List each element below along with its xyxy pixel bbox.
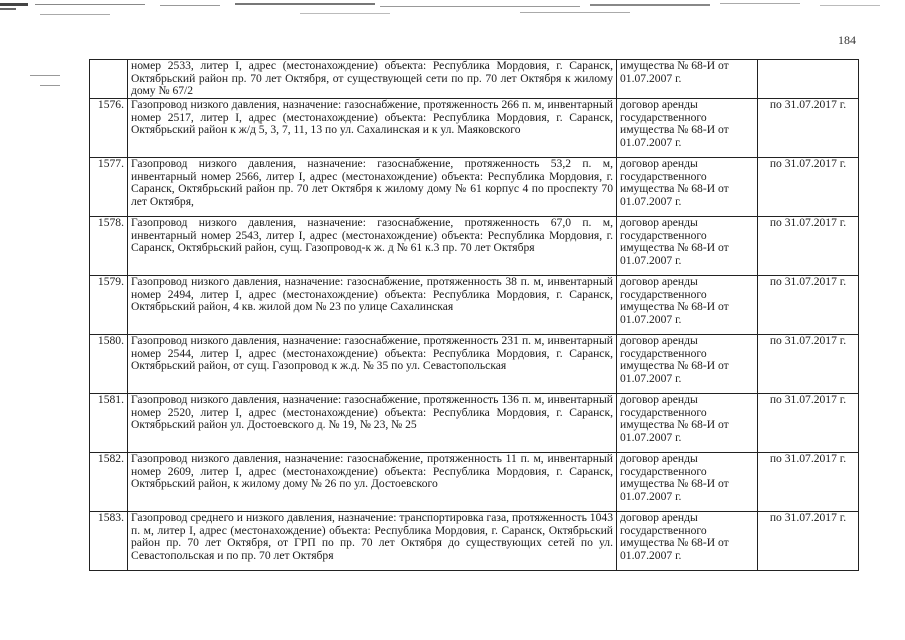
table-row xyxy=(90,512,859,571)
row-number: 1578. xyxy=(90,217,128,276)
scan-artifacts xyxy=(0,0,905,40)
lease-basis: договор аренды государственного имущества № 68-И от 01.07.2007 г. xyxy=(617,512,758,571)
table-row xyxy=(90,217,859,276)
row-number: 1576. xyxy=(90,99,128,158)
property-registry-table xyxy=(89,59,859,571)
lease-term: по 31.07.2017 г. xyxy=(758,453,859,512)
lease-basis: договор аренды государственного имущества № 68-И от 01.07.2007 г. xyxy=(617,335,758,394)
row-number xyxy=(90,60,128,99)
object-description: Газопровод низкого давления, назначение: газоснабжение, протяженность 38 п. м, инвентарный номер 2494, литер I, адрес (местонахождение) объекта: Республика Мордовия, г. Саранск, Октябрьский район, 4 кв. жилой дом № 23 по улице Сахалинская xyxy=(128,276,617,335)
row-number: 1577. xyxy=(90,158,128,217)
table-row xyxy=(90,335,859,394)
object-description: Газопровод низкого давления, назначение: газоснабжение, протяженность 53,2 п. м, инвентарный номер 2566, литер I, адрес (местонахождение) объекта: Республика Мордовия, г. Саранск, Октябрьский район пр. 70 лет Октября к жилому дому № 61 корпус 4 по проспекту 70 лет Октября, xyxy=(128,158,617,217)
lease-basis: договор аренды государственного имущества № 68-И от 01.07.2007 г. xyxy=(617,217,758,276)
lease-basis: имущества № 68-И от 01.07.2007 г. xyxy=(617,60,758,99)
table-row xyxy=(90,60,859,99)
row-number: 1581. xyxy=(90,394,128,453)
scan-mark xyxy=(30,75,60,76)
object-description: Газопровод низкого давления, назначение: газоснабжение, протяженность 266 п. м, инвентарный номер 2517, литер I, адрес (местонахождение) объекта: Республика Мордовия, г. Саранск, Октябрьский район к ж/д 5, 3, 7, 11, 13 по ул. Сахалинская и к ул. Маяковского xyxy=(128,99,617,158)
object-description: Газопровод низкого давления, назначение: газоснабжение, протяженность 67,0 п. м, инвентарный номер 2543, литер I, адрес (местонахождение) объекта: Республика Мордовия, г. Саранск, Октябрьский район, сущ. Газопровод-к ж. д № 61 к.3 пр. 70 лет Октября xyxy=(128,217,617,276)
object-description: номер 2533, литер I, адрес (местонахождение) объекта: Республика Мордовия, г. Саранск, Октябрьский район пр. 70 лет Октября, от существующей сети по пр. 70 лет Октября к жилому дому № 67/2 xyxy=(128,60,617,99)
object-description: Газопровод низкого давления, назначение: газоснабжение, протяженность 136 п. м, инвентарный номер 2520, литер I, адрес (местонахождение) объекта: Республика Мордовия, г. Саранск, Октябрьский район ул. Достоевского д. № 19, № 23, № 25 xyxy=(128,394,617,453)
table-row xyxy=(90,158,859,217)
row-number: 1582. xyxy=(90,453,128,512)
lease-term: по 31.07.2017 г. xyxy=(758,158,859,217)
lease-basis: договор аренды государственного имущества № 68-И от 01.07.2007 г. xyxy=(617,158,758,217)
lease-term: по 31.07.2017 г. xyxy=(758,335,859,394)
lease-basis: договор аренды государственного имущества № 68-И от 01.07.2007 г. xyxy=(617,276,758,335)
table-row xyxy=(90,394,859,453)
table-row xyxy=(90,453,859,512)
object-description: Газопровод среднего и низкого давления, назначение: транспортировка газа, протяженность 1043 п. м, литер I, адрес (местонахождение) объекта: Республика Мордовия, г. Саранск, Октябрьский район пр. 70 лет Октября, от ГРП по пр. 70 лет Октября до существующих сетей по ул. Севастопольская и по пр. 70 лет Октября xyxy=(128,512,617,571)
table-row xyxy=(90,99,859,158)
row-number: 1579. xyxy=(90,276,128,335)
lease-basis: договор аренды государственного имущества № 68-И от 01.07.2007 г. xyxy=(617,453,758,512)
object-description: Газопровод низкого давления, назначение: газоснабжение, протяженность 231 п. м, инвентарный номер 2544, литер I, адрес (местонахождение) объекта: Республика Мордовия, г. Саранск, Октябрьский район, от сущ. Газопровод к ж.д. № 35 по ул. Севастопольская xyxy=(128,335,617,394)
lease-term: по 31.07.2017 г. xyxy=(758,512,859,571)
lease-term xyxy=(758,60,859,99)
page-number: 184 xyxy=(838,33,856,47)
lease-basis: договор аренды государственного имущества № 68-И от 01.07.2007 г. xyxy=(617,99,758,158)
object-description: Газопровод низкого давления, назначение: газоснабжение, протяженность 11 п. м, инвентарный номер 2609, литер I, адрес (местонахождение) объекта: Республика Мордовия, г. Саранск, Октябрьский район, к жилому дому № 26 по ул. Достоевского xyxy=(128,453,617,512)
lease-term: по 31.07.2017 г. xyxy=(758,217,859,276)
row-number: 1583. xyxy=(90,512,128,571)
lease-basis: договор аренды государственного имущества № 68-И от 01.07.2007 г. xyxy=(617,394,758,453)
scan-mark xyxy=(40,85,60,86)
table-row xyxy=(90,276,859,335)
lease-term: по 31.07.2017 г. xyxy=(758,394,859,453)
lease-term: по 31.07.2017 г. xyxy=(758,99,859,158)
row-number: 1580. xyxy=(90,335,128,394)
lease-term: по 31.07.2017 г. xyxy=(758,276,859,335)
